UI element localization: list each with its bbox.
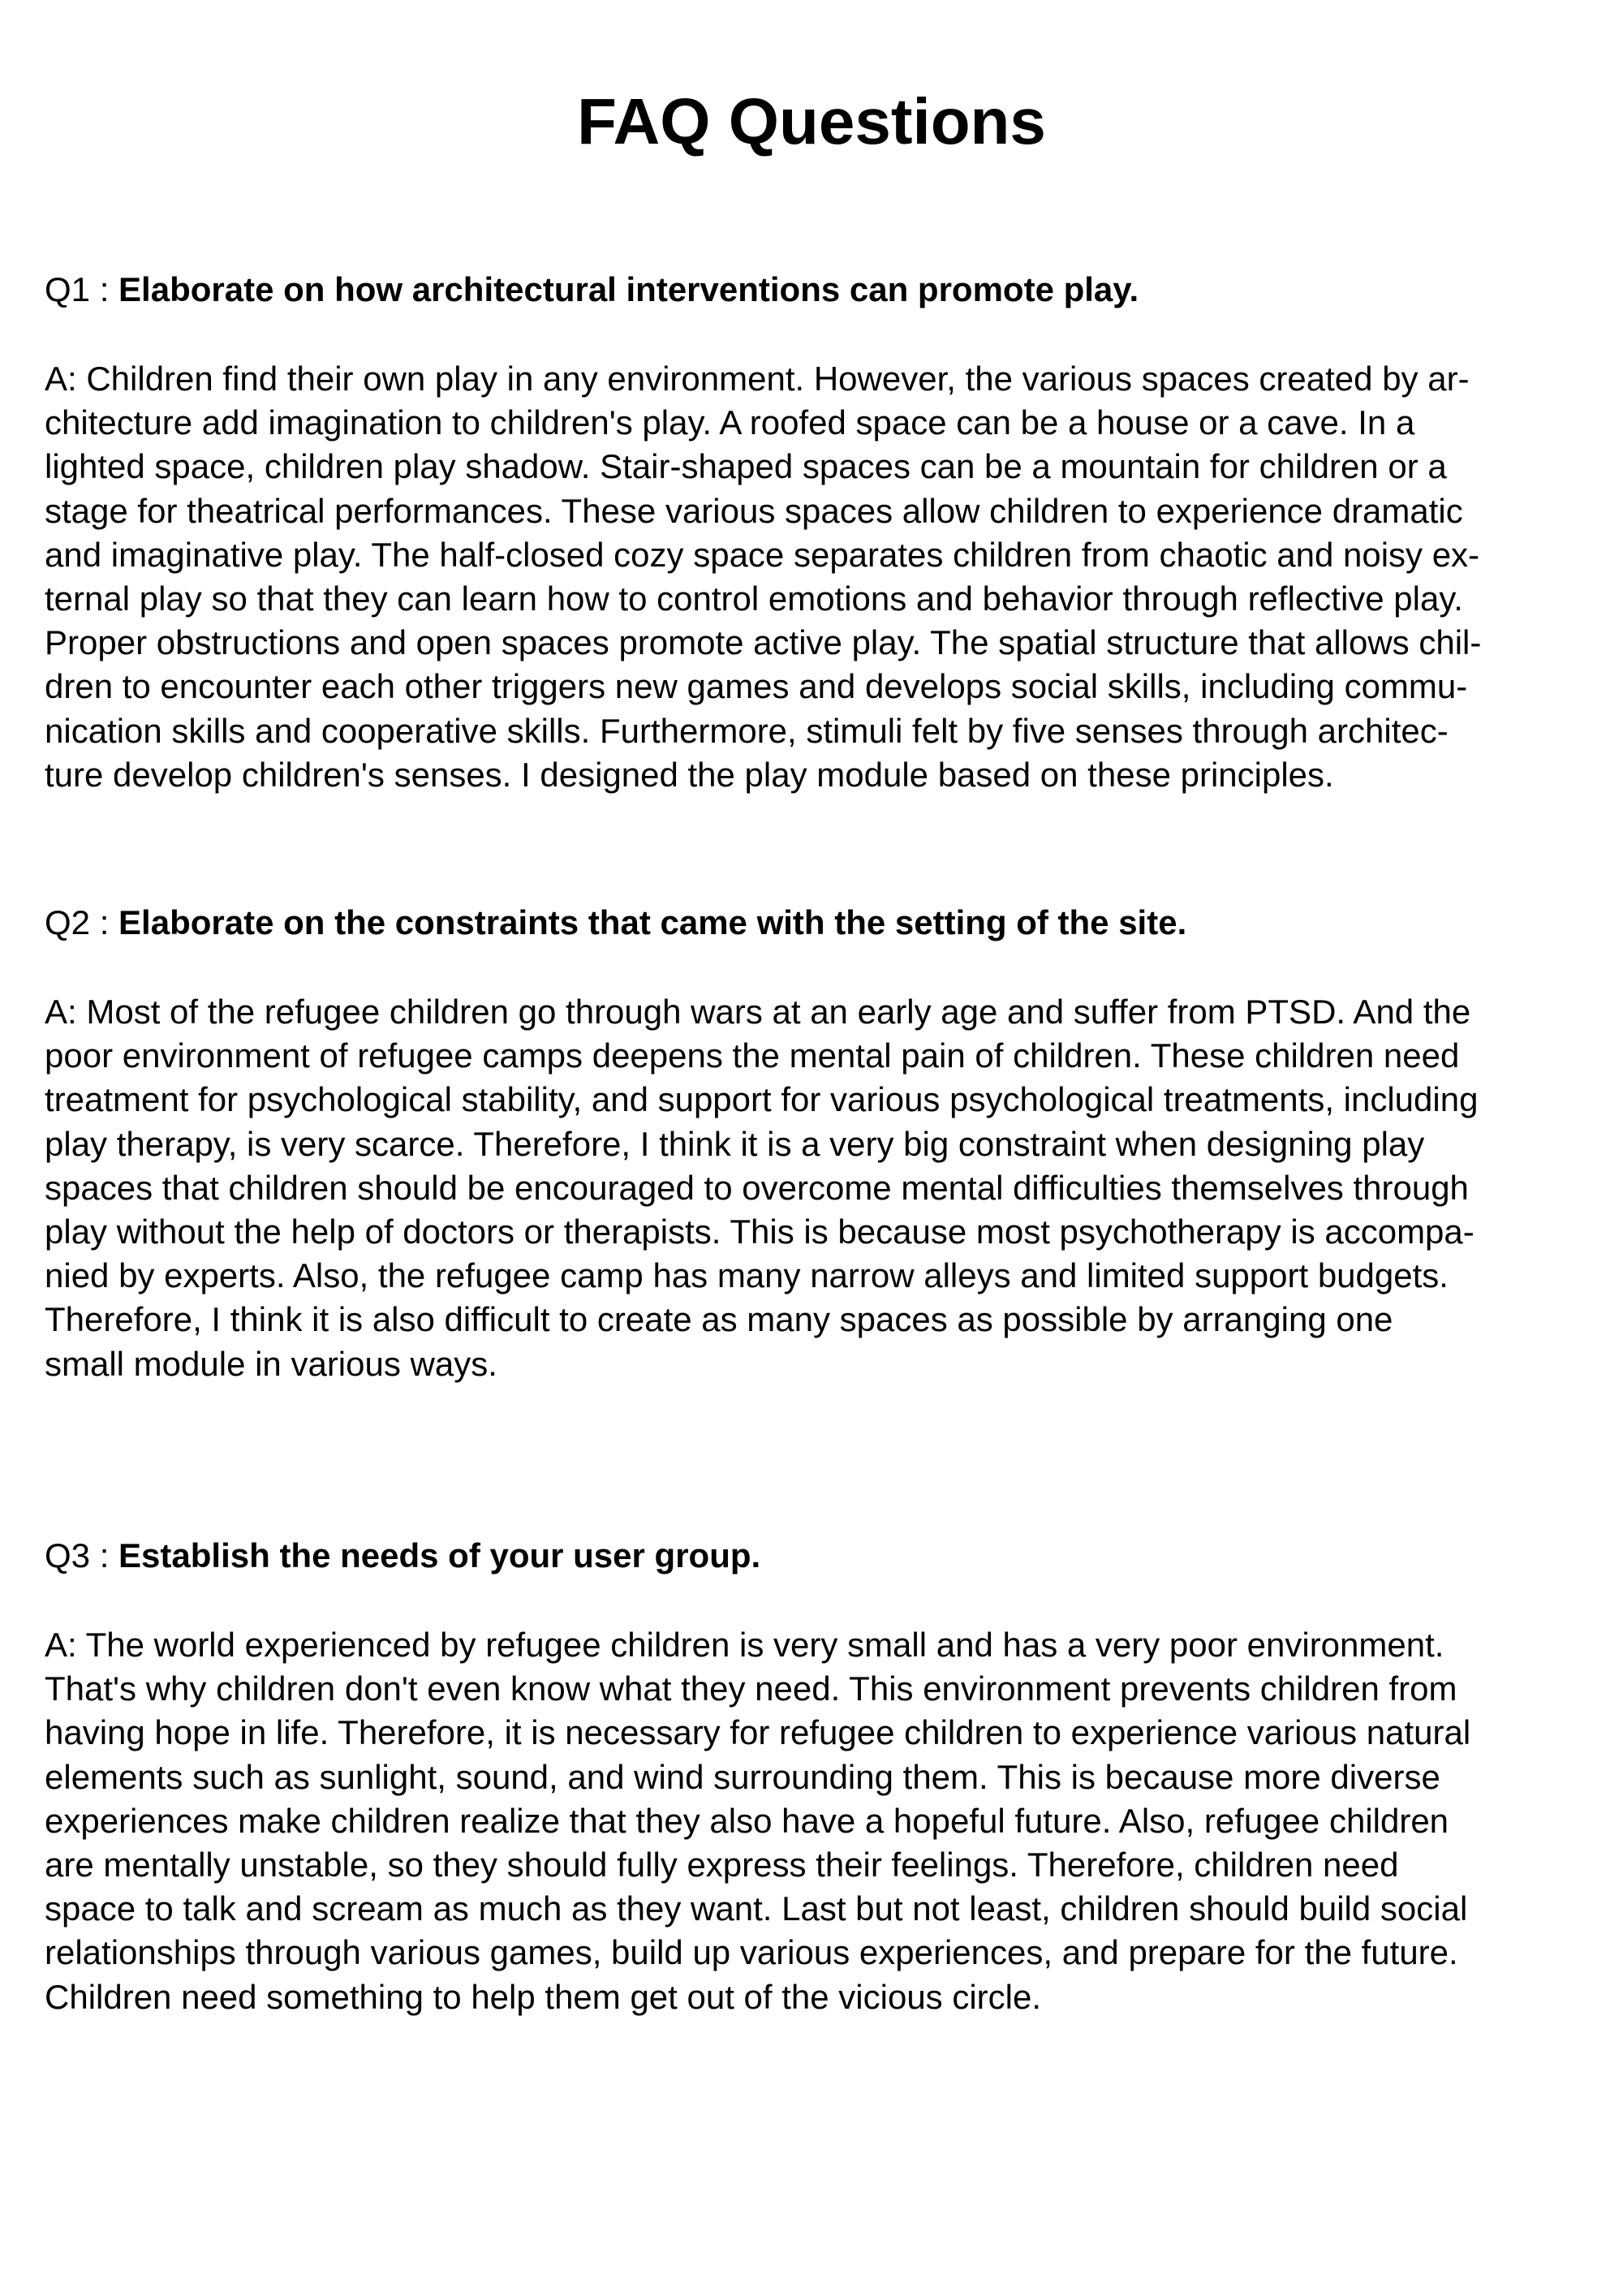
question-label: Q2 : xyxy=(45,903,119,941)
question xyxy=(45,268,1591,312)
faq-item xyxy=(45,1534,1591,2019)
question-text: Elaborate on the constraints that came with the setting of the site. xyxy=(118,903,1187,941)
faq-item xyxy=(45,901,1591,1386)
question xyxy=(45,1534,1591,1578)
question xyxy=(45,901,1591,945)
faq-item xyxy=(45,268,1591,797)
answer-text: A: Most of the refugee children go through wars at an early age and suffer from PTSD. And the poor environment of refugee camps deepens the mental pain of children. These children need treatment for psychological stability, and support for various psychological treatments, including play therapy, is very scarce. Therefore, I think it is a very big constraint when designing play spaces that children should be encouraged to overcome mental difficulties themselves through play without the help of doctors or therapists. This is because most psychotherapy is accompa- nied by experts. Also, the refugee camp has many narrow alleys and limited support budgets. Therefore, I think it is also difficult to create as many spaces as possible by arranging one small module in various ways. xyxy=(45,993,1479,1383)
question-label: Q1 : xyxy=(45,270,119,308)
answer-text: A: The world experienced by refugee children is very small and has a very poor environment. That's why children don't even know what they need. This environment prevents children from having hope in life. Therefore, it is necessary for refugee children to experience various natural elements such as sunlight, sound, and wind surrounding them. This is because more diverse experiences make children realize that they also have a hopeful future. Also, refugee children are mentally unstable, so they should fully express their feelings. Therefore, children need space to talk and scream as much as they want. Last but not least, children should build social relationships through various games, build up various experiences, and prepare for the future. Children need something to help them get out of the vicious circle. xyxy=(45,1626,1471,2016)
page-title: FAQ Questions xyxy=(577,85,1046,157)
question-text: Elaborate on how architectural interventions can promote play. xyxy=(118,270,1139,308)
answer-text: A: Children find their own play in any environment. However, the various spaces created by ar- chitecture add imagination to children's play. A roofed space can be a house or a cave. In a lighted space, children play shadow. Stair-shaped spaces can be a mountain for children or a stage for theatrical performances. These various spaces allow children to experience dramatic and imaginative play. The half-closed cozy space separates children from chaotic and noisy ex- ternal play so that they can learn how to control emotions and behavior through reflective play. Proper obstructions and open spaces promote active play. The spatial structure that allows chil- dren to encounter each other triggers new games and develops social skills, including commu- nication skills and cooperative skills. Furthermore, stimuli felt by five senses through architec- ture develop children's senses. I designed the play module based on these principles. xyxy=(45,360,1482,794)
question-text: Establish the needs of your user group. xyxy=(118,1536,761,1574)
question-label: Q3 : xyxy=(45,1536,119,1574)
